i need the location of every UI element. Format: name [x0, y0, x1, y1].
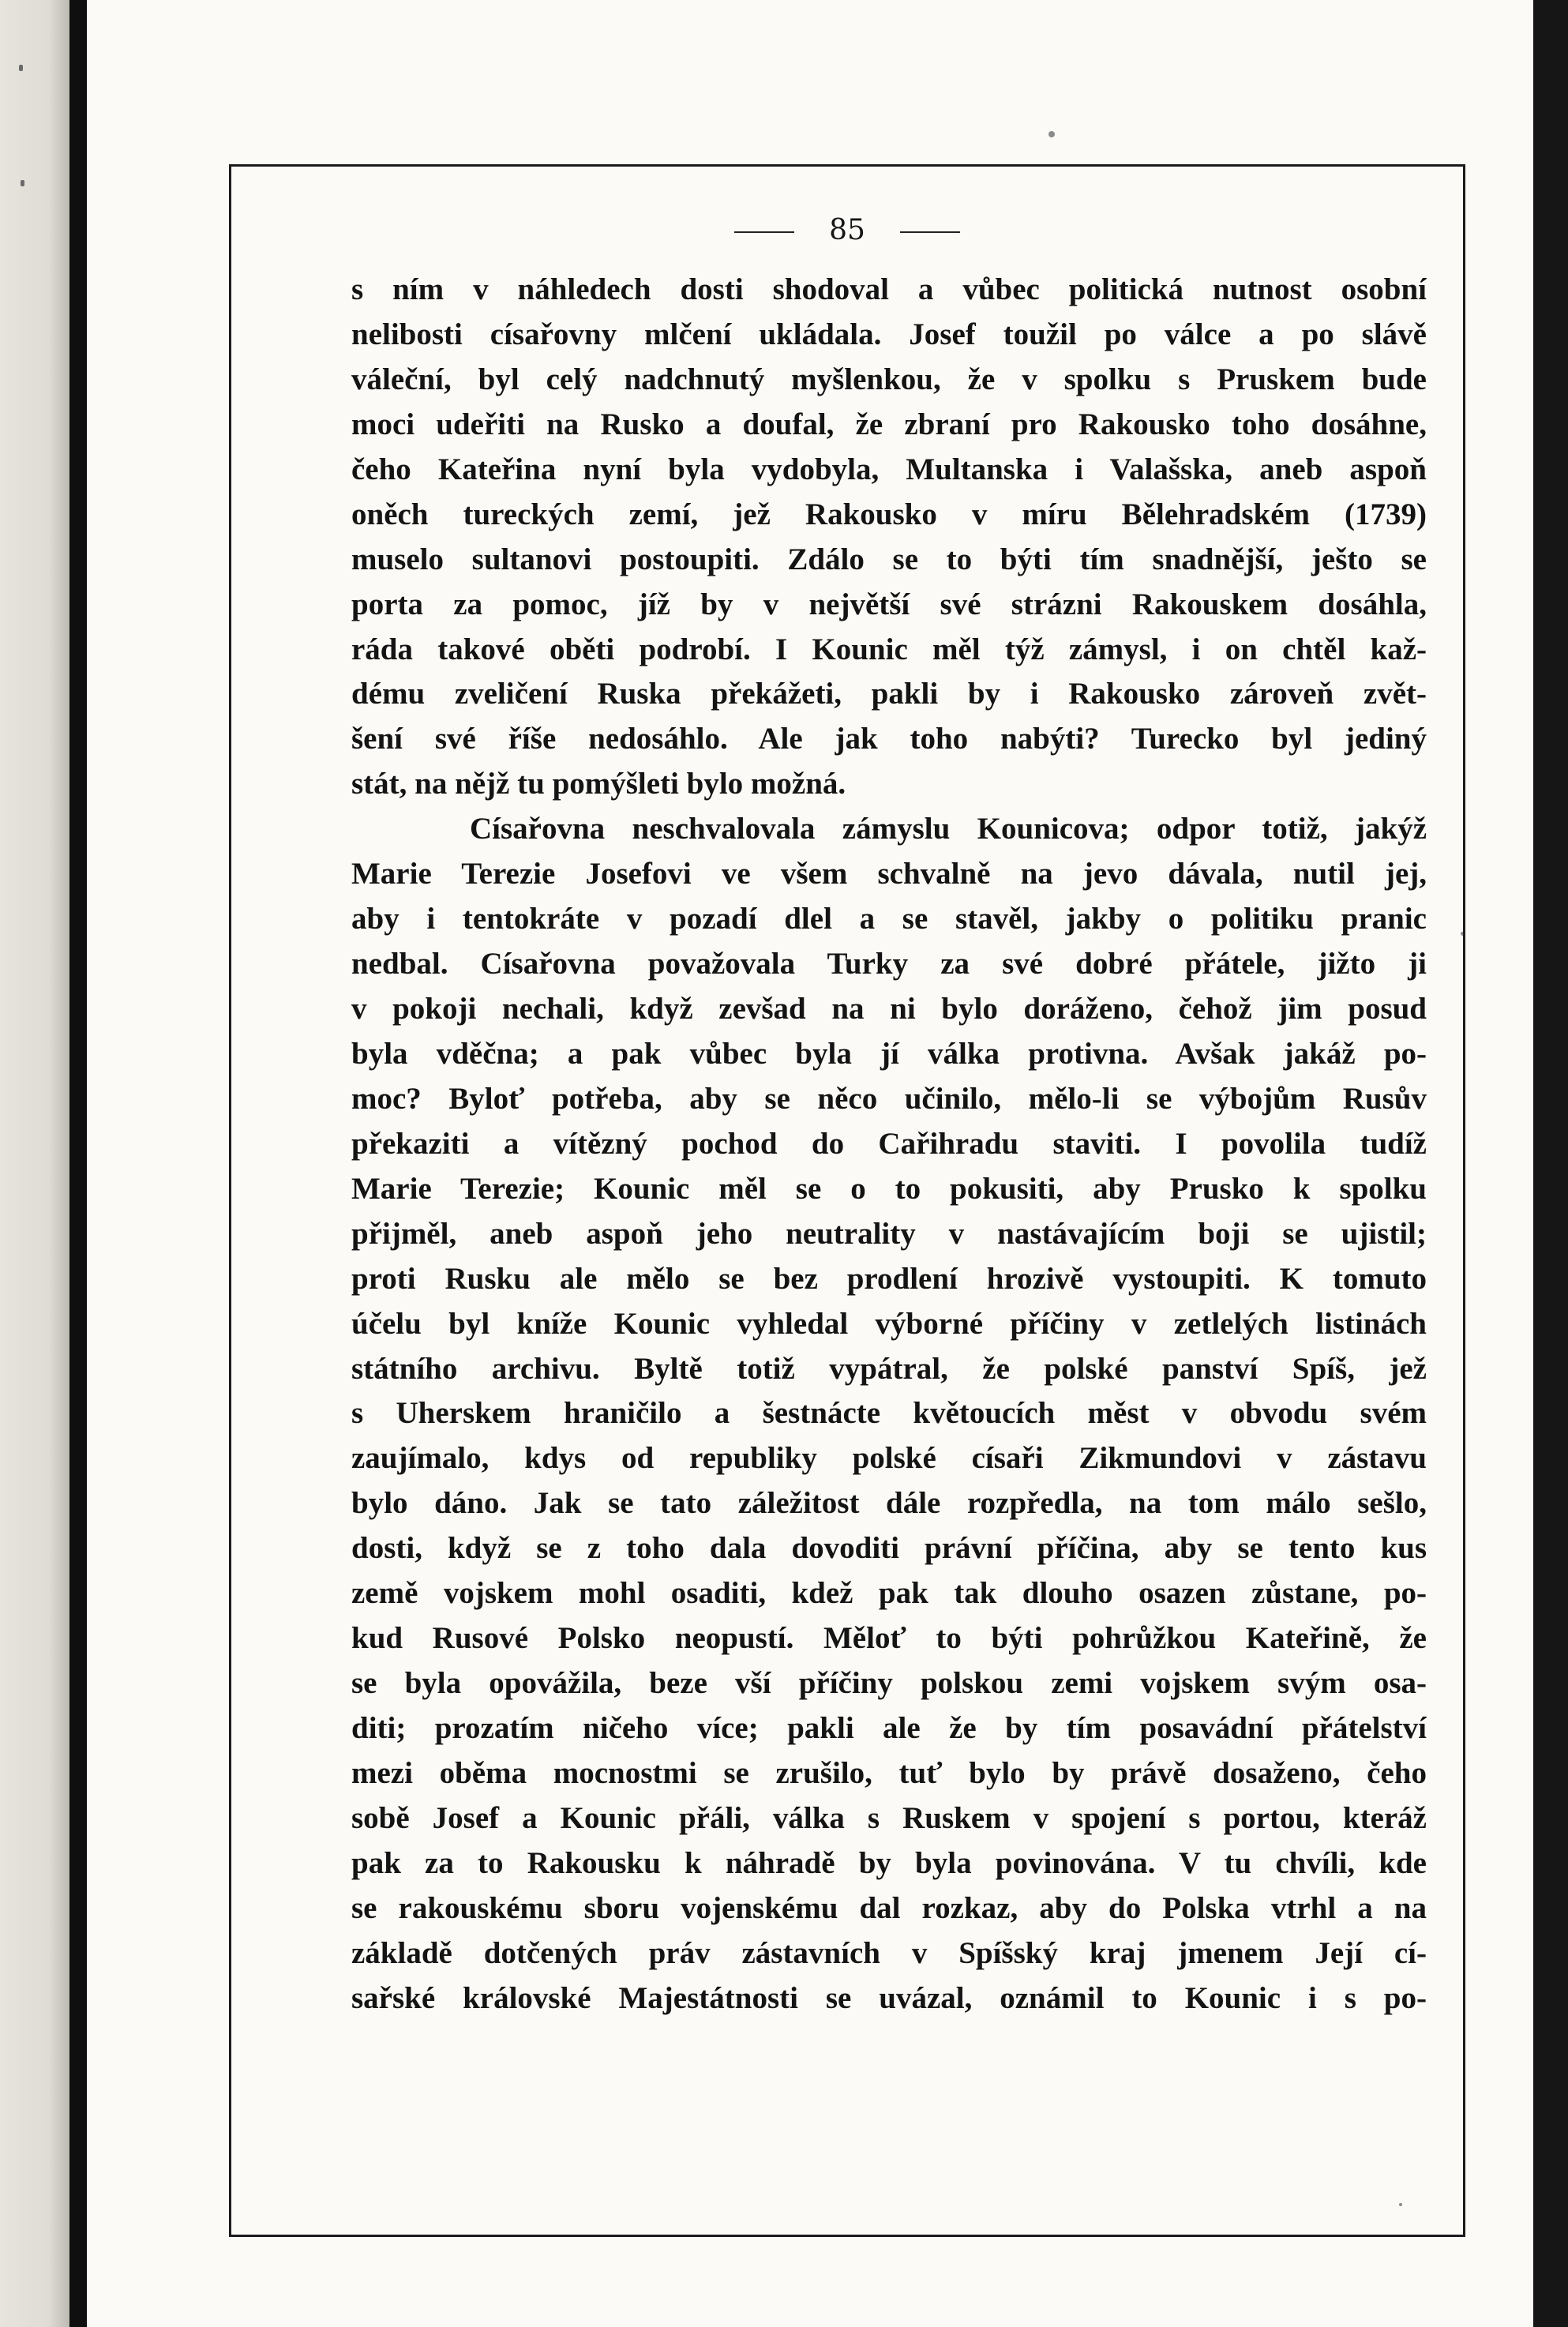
text-line: proti Rusku ale mělo se bez prodlení hrozivě vystoupiti. K tomuto: [351, 1261, 1427, 1296]
body-text: [351, 268, 1427, 2021]
text-line: nedbal. Císařovna považovala Turky za své dobré přátele, jižto ji: [351, 947, 1427, 981]
page-number: 85: [829, 214, 865, 246]
text-line: čeho Kateřina nyní byla vydobyla, Multanska i Valašska, aneb aspoň: [351, 452, 1427, 486]
text-line: kud Rusové Polsko neopustí. Měloť to býti pohrůžkou Kateřině, že: [351, 1621, 1427, 1656]
text-line: váleční, byl celý nadchnutý myšlenkou, že v spolku s Pruskem bude: [351, 362, 1427, 396]
text-line: země vojskem mohl osaditi, kdež pak tak dlouho osazen zůstane, po-: [351, 1576, 1427, 1611]
text-line: muselo sultanovi postoupiti. Zdálo se to býti tím snadnější, ješto se: [351, 542, 1427, 576]
text-line: ráda takové oběti podrobí. I Kounic měl týž zámysl, i on chtěl kaž-: [351, 632, 1427, 666]
text-line: přijměl, aneb aspoň jeho neutrality v nastávajícím boji se ujistil;: [351, 1216, 1427, 1251]
text-line: základě dotčených práv zástavních v Spíšský kraj jmenem Její cí-: [351, 1935, 1427, 1970]
text-line: Císařovna neschvalovala zámyslu Kounicova; odpor totiž, jakýž: [470, 812, 1427, 846]
text-line: s ním v náhledech dosti shodoval a vůbec politická nutnost osobní: [351, 272, 1427, 306]
text-line: šení své říše nedosáhlo. Ale jak toho nabýti? Turecko byl jediný: [351, 722, 1427, 756]
text-line: dému zveličení Ruska překážeti, pakli by i Rakousko zároveň zvět-: [351, 677, 1427, 711]
text-line: aby i tentokráte v pozadí dlel a se stavěl, jakby o politiku pranic: [351, 902, 1427, 936]
text-line: účelu byl kníže Kounic vyhledal výborné příčiny v zetlelých listinách: [351, 1306, 1427, 1341]
text-line: nelibosti císařovny mlčení ukládala. Josef toužil po válce a po slávě: [351, 317, 1427, 351]
text-line: bylo dáno. Jak se tato záležitost dále rozpředla, na tom málo sešlo,: [351, 1486, 1427, 1521]
text-line: sobě Josef a Kounic přáli, válka s Ruskem v spojení s portou, kteráž: [351, 1800, 1427, 1835]
text-frame: [229, 164, 1465, 2237]
text-line: mezi oběma mocnostmi se zrušilo, tuť bylo by právě dosaženo, čeho: [351, 1755, 1427, 1790]
text-line: zaujímalo, kdys od republiky polské císaři Zikmundovi v zástavu: [351, 1441, 1427, 1476]
text-line: pak za to Rakousku k náhradě by byla povinována. V tu chvíli, kde: [351, 1845, 1427, 1880]
text-line: diti; prozatím ničeho více; pakli ale že by tím posavádní přátelství: [351, 1711, 1427, 1745]
text-line: stát, na nějž tu pomýšleti bylo možná.: [351, 767, 846, 801]
previous-page-edge: [0, 0, 69, 2327]
text-line: oněch tureckých zemí, jež Rakousko v míru Bělehradském (1739): [351, 497, 1427, 531]
text-line: Marie Terezie Josefovi ve všem schvalně na jevo dávala, nutil jej,: [351, 857, 1427, 891]
text-line: překaziti a vítězný pochod do Cařihradu staviti. I povolila tudíž: [351, 1126, 1427, 1161]
text-line: v pokoji nechali, když zevšad na ni bylo doráženo, čehož jim posud: [351, 992, 1427, 1026]
text-line: moci udeřiti na Rusko a doufal, že zbraní pro Rakousko toho dosáhne,: [351, 407, 1427, 441]
book-page: [87, 0, 1533, 2327]
text-line: byla vděčna; a pak vůbec byla jí válka protivna. Avšak jakáž po-: [351, 1036, 1427, 1071]
binding-gutter: [69, 0, 87, 2327]
header-rule-left: [734, 231, 794, 233]
text-line: se rakouskému sboru vojenskému dal rozkaz, aby do Polska vtrhl a na: [351, 1890, 1427, 1925]
header-rule-right: [900, 231, 960, 233]
text-line: dosti, když se z toho dala dovoditi právní příčina, aby se tento kus: [351, 1531, 1427, 1566]
text-line: moc? Byloť potřeba, aby se něco učinilo, mělo-li se výbojům Rusův: [351, 1081, 1427, 1116]
text-line: Marie Terezie; Kounic měl se o to pokusiti, aby Prusko k spolku: [351, 1171, 1427, 1206]
text-line: státního archivu. Byltě totiž vypátral, že polské panství Spíš, jež: [351, 1351, 1427, 1386]
text-line: porta za pomoc, jíž by v největší své strázni Rakouskem dosáhla,: [351, 587, 1427, 621]
text-line: s Uherskem hraničilo a šestnácte květoucích měst v obvodu svém: [351, 1396, 1427, 1431]
text-line: se byla opovážila, beze vší příčiny polskou zemi vojskem svým osa-: [351, 1666, 1427, 1701]
page-header: [231, 214, 1463, 246]
scan-right-edge: [1533, 0, 1568, 2327]
text-line: sařské královské Majestátnosti se uvázal, oznámil to Kounic i s po-: [351, 1980, 1427, 2015]
